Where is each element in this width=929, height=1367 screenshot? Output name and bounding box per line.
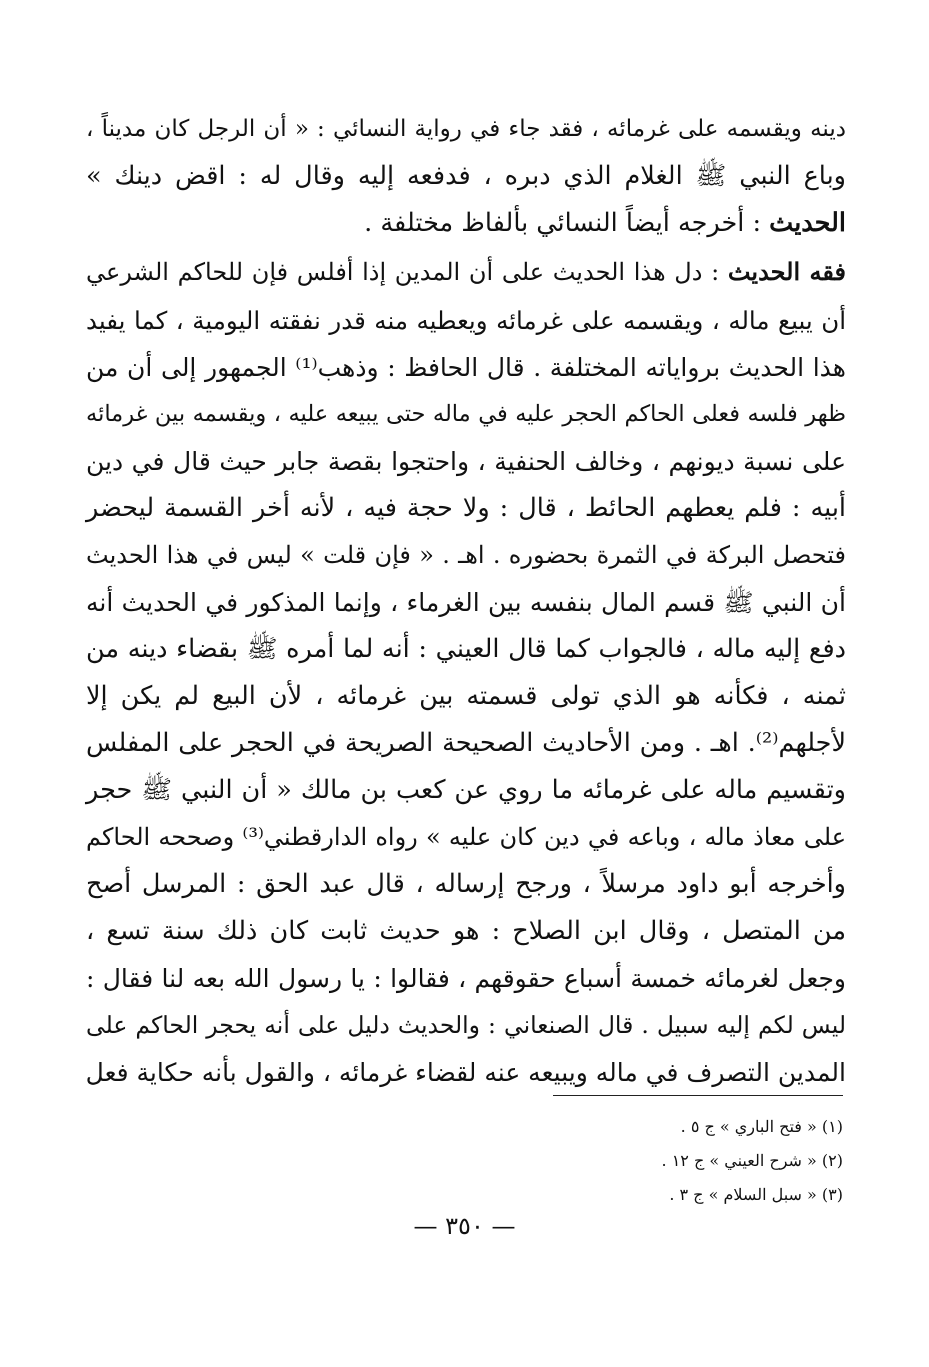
text-line-2 (86, 153, 846, 200)
text-line-4 (86, 247, 846, 297)
text-line-8 (86, 438, 846, 485)
text-line-15 (86, 767, 846, 814)
text-line-14 (86, 720, 846, 767)
section-term: الحديث (769, 208, 846, 238)
page-number: — ٣٥٠ — (413, 1212, 516, 1240)
line-text: دفع إليه ماله ، فالجواب كما قال العيني : أنه لما أمره ﷺ بقضاء دينه من (86, 634, 846, 664)
section-heading: فقه الحديث (727, 257, 847, 286)
line-text: ثمنه ، فكأنه هو الذي تولى قسمته بين غرمائه ، لأن البيع لم يكن إلا (86, 681, 846, 711)
line-text: فتحصل البركة في الثمرة بحضوره . اهـ . « فإن قلت » ليس في هذا الحديث (86, 541, 846, 569)
footnote-2: (٢) « شرح العيني » ج ١٢ . (661, 1151, 843, 1170)
line-text: المدين التصرف في ماله ويبيعه عنه لقضاء غرمائه ، والقول بأنه حكاية فعل (85, 1058, 846, 1087)
main-text (86, 106, 846, 1096)
text-line-19 (86, 955, 846, 1002)
line-text: أن النبي ﷺ قسم المال بنفسه بين الغرماء ، وإنما المذكور في الحديث أنه (86, 588, 846, 617)
text-line-12 (86, 626, 846, 673)
text-line-18 (86, 908, 846, 955)
text-line-6 (86, 344, 846, 391)
text-line-5 (86, 297, 846, 344)
text-line-20 (86, 1002, 846, 1049)
text-line-7 (86, 391, 846, 438)
line-text: هذا الحديث برواياته المختلفة . قال الحافظ : وذهب⁽¹⁾ الجمهور إلى أن من (86, 353, 846, 382)
line-text: وأخرجه أبو داود مرسلاً ، ورجح إرساله ، قال عبد الحق : المرسل أصح (86, 869, 846, 899)
footnote-1: (١) « فتح الباري » ج ٥ . (680, 1117, 843, 1136)
text-line-3 (86, 200, 846, 247)
line-text: من المتصل ، وقال ابن الصلاح : هو حديث ثابت كان ذلك سنة تسع ، (86, 916, 846, 946)
line-text: أبيه : فلم يعطهم الحائط ، قال : ولا حجة فيه ، لأنه أخر القسمة ليحضر (86, 493, 846, 523)
text-line-13 (86, 673, 846, 720)
line-text: وباع النبي ﷺ الغلام الذي دبره ، فدفعه إليه وقال له : اقض دينك » (86, 161, 846, 191)
text-line-11 (86, 579, 846, 626)
text-line-9 (86, 485, 846, 532)
text-line-17 (86, 861, 846, 908)
line-text: أن يبيع ماله ، ويقسمه على غرمائه ويعطيه منه قدر نفقته اليومية ، كما يفيد (86, 306, 846, 335)
footnotes (443, 1110, 843, 1212)
line-text: : دل هذا الحديث على أن المدين إذا أفلس فإن للحاكم الشرعي (86, 258, 728, 286)
line-text: على نسبة ديونهم ، وخالف الحنفية ، واحتجوا بقصة جابر حيث قال في دين (86, 447, 846, 476)
line-text: ليس لكم إليه سبيل . قال الصنعاني : والحديث دليل على أنه يحجر الحاكم على (86, 1011, 846, 1039)
line-text: ظهر فلسه فعلى الحاكم الحجر عليه في ماله حتى يبيعه عليه ، ويقسمه بين غرمائه (86, 401, 846, 427)
line-text: : أخرجه أيضاً النسائي بألفاظ مختلفة . (364, 208, 770, 238)
text-line-10 (86, 532, 846, 579)
line-text: على معاذ ماله ، وباعه في دين كان عليه » رواه الدارقطني⁽³⁾ وصححه الحاكم (86, 823, 847, 851)
line-text: دينه ويقسمه على غرمائه ، فقد جاء في رواية النسائي : « أن الرجل كان مديناً ، (86, 116, 846, 142)
footnote-divider (553, 1095, 843, 1096)
line-text: وتقسيم ماله على غرمائه ما روي عن كعب بن مالك « أن النبي ﷺ حجر (86, 775, 846, 805)
footnote-3: (٣) « سبل السلام » ج ٣ . (669, 1185, 843, 1204)
text-line-1 (86, 106, 846, 153)
text-line-16 (86, 814, 846, 861)
line-text: وجعل لغرمائه خمسة أسباع حقوقهم ، فقالوا : يا رسول الله بعه لنا فقال : (86, 964, 846, 993)
text-line-21 (86, 1049, 846, 1096)
line-text: لأجلهم⁽²⁾. اهـ . ومن الأحاديث الصحيحة الصريحة في الحجر على المفلس (86, 728, 846, 758)
